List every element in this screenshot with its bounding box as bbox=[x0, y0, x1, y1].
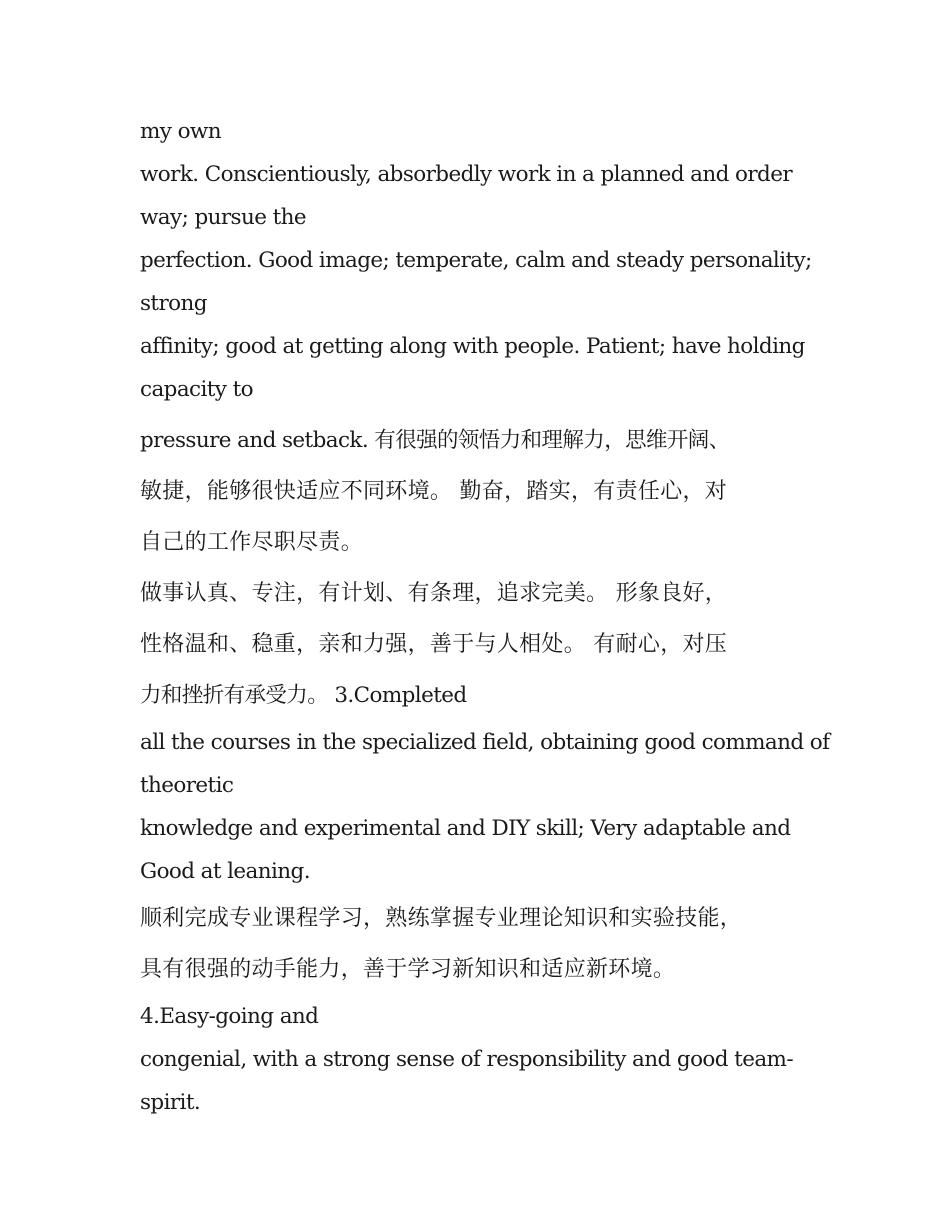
text-line: 具有很强的动手能力，善于学习新知识和适应新环境。 bbox=[140, 957, 676, 982]
text-line: 性格温和、稳重，亲和力强，善于与人相处。 有耐心，对压 bbox=[140, 632, 728, 657]
text-line: capacity to bbox=[140, 377, 253, 402]
text-line: knowledge and experimental and DIY skill; Very adaptable and bbox=[140, 816, 791, 841]
text-line: pressure and setback. 有很强的领悟力和理解力，思维开阔、 bbox=[140, 428, 730, 453]
text-line: 力和挫折有承受力。 3.Completed bbox=[140, 683, 467, 708]
text-line: work. Conscientiously, absorbedly work in a planned and order bbox=[140, 162, 793, 187]
text-line: theoretic bbox=[140, 773, 234, 798]
text-line: spirit. bbox=[140, 1090, 201, 1115]
text-line: my own bbox=[140, 119, 221, 144]
text-line: 敏捷，能够很快适应不同环境。 勤奋，踏实，有责任心，对 bbox=[140, 479, 728, 504]
text-line: 自己的工作尽职尽责。 bbox=[140, 530, 364, 555]
text-line: 顺利完成专业课程学习，熟练掌握专业理论知识和实验技能， bbox=[140, 906, 743, 931]
text-line: strong bbox=[140, 291, 207, 316]
text-line: way; pursue the bbox=[140, 205, 306, 230]
text-line: 做事认真、专注，有计划、有条理，追求完美。 形象良好， bbox=[140, 581, 728, 606]
text-line: all the courses in the specialized field, obtaining good command of bbox=[140, 730, 830, 755]
text-line: perfection. Good image; temperate, calm and steady personality; bbox=[140, 248, 812, 273]
text-line: affinity; good at getting along with people. Patient; have holding bbox=[140, 334, 805, 359]
document-body bbox=[140, 110, 830, 1124]
text-line: 4.Easy-going and bbox=[140, 1004, 319, 1029]
text-line: Good at leaning. bbox=[140, 859, 310, 884]
text-line: congenial, with a strong sense of responsibility and good team- bbox=[140, 1047, 793, 1072]
